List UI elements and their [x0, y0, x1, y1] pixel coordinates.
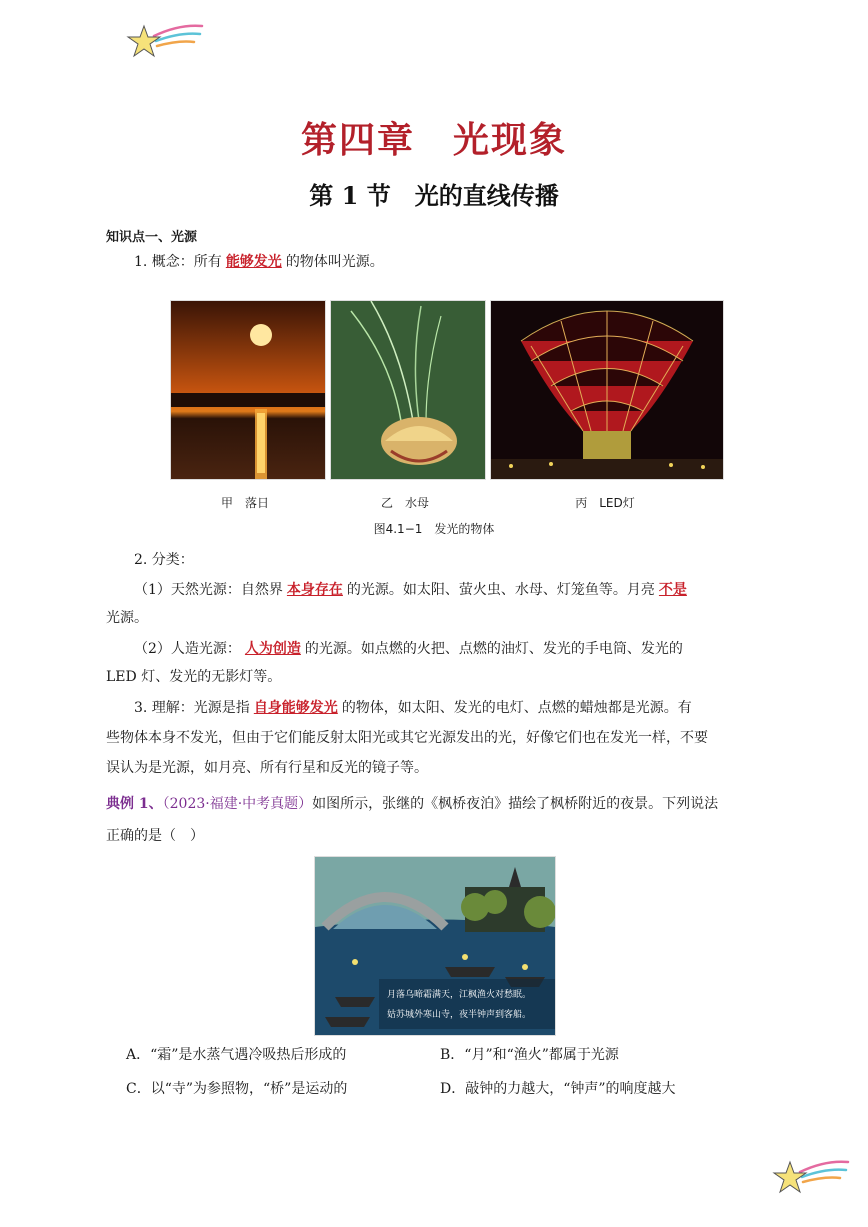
natural-source-line-end: 光源。	[106, 610, 148, 626]
example-label: 典例 1、	[106, 796, 163, 812]
answer-blank: 自身能够发光	[253, 700, 338, 716]
poem-line-2: 姑苏城外寒山寺，夜半钟声到客船。	[387, 1010, 532, 1020]
answer-blank: 人为创造	[244, 641, 301, 657]
option-a[interactable]: A．“霜”是水蒸气遇冷吸热后形成的	[126, 1047, 347, 1063]
figure-caption-led: 丙 LED灯	[575, 496, 635, 510]
shooting-star-icon	[770, 1156, 850, 1200]
figure-caption-jellyfish: 乙 水母	[380, 496, 429, 510]
answer-blank: 本身存在	[286, 582, 343, 598]
understanding-line-3: 误认为是光源，如月亮、所有行星和反光的镜子等。	[106, 760, 428, 776]
knowledge-point-heading: 知识点一、光源	[106, 230, 198, 245]
sunset-photo	[170, 300, 326, 480]
figure-title: 图4.1−1 发光的物体	[373, 522, 495, 536]
example-stem-2: 正确的是（ ）	[106, 828, 204, 844]
poem-line-1: 月落乌啼霜满天，江枫渔火对愁眠。	[387, 990, 532, 1000]
section-title: 第 1 节 光的直线传播	[309, 181, 559, 210]
artificial-source-line-end: LED 灯、发光的无影灯等。	[106, 669, 282, 685]
classification-heading: 2. 分类：	[134, 552, 194, 568]
concept-line: 1. 概念：所有 能够发光 的物体叫光源。	[134, 254, 384, 270]
understanding-line-1: 3. 理解：光源是指 自身能够发光 的物体，如太阳、发光的电灯、点燃的蜡烛都是光源。有	[134, 700, 692, 716]
option-b[interactable]: B．“月”和“渔火”都属于光源	[440, 1047, 619, 1063]
option-c[interactable]: C．以“寺”为参照物，“桥”是运动的	[126, 1081, 348, 1097]
example-source: （2023·福建·中考真题）	[162, 796, 313, 812]
understanding-line-2: 些物体本身不发光，但由于它们能反射太阳光或其它光源发出的光，好像它们也在发光一样，不要	[106, 730, 708, 746]
maple-bridge-night-illustration	[314, 856, 556, 1036]
artificial-source-line: （2）人造光源： 人为创造 的光源。如点燃的火把、点燃的油灯、发光的手电筒、发光的	[134, 641, 683, 657]
answer-blank: 能够发光	[225, 254, 282, 270]
jellyfish-photo	[330, 300, 486, 480]
figure-caption-sunset: 甲 落日	[220, 496, 269, 510]
option-d[interactable]: D．敲钟的力越大，“钟声”的响度越大	[440, 1081, 676, 1097]
answer-blank: 不是	[658, 582, 687, 598]
example-stem-1: 典例 1、（2023·福建·中考真题）如图所示，张继的《枫桥夜泊》描绘了枫桥附近的夜景。下列说法	[106, 796, 719, 812]
shooting-star-icon	[124, 20, 204, 64]
chapter-title: 第四章 光现象	[300, 119, 567, 161]
natural-source-line: （1）天然光源：自然界 本身存在 的光源。如太阳、萤火虫、水母、灯笼鱼等。月亮 不是	[134, 580, 691, 600]
led-lamp-photo	[490, 300, 724, 480]
